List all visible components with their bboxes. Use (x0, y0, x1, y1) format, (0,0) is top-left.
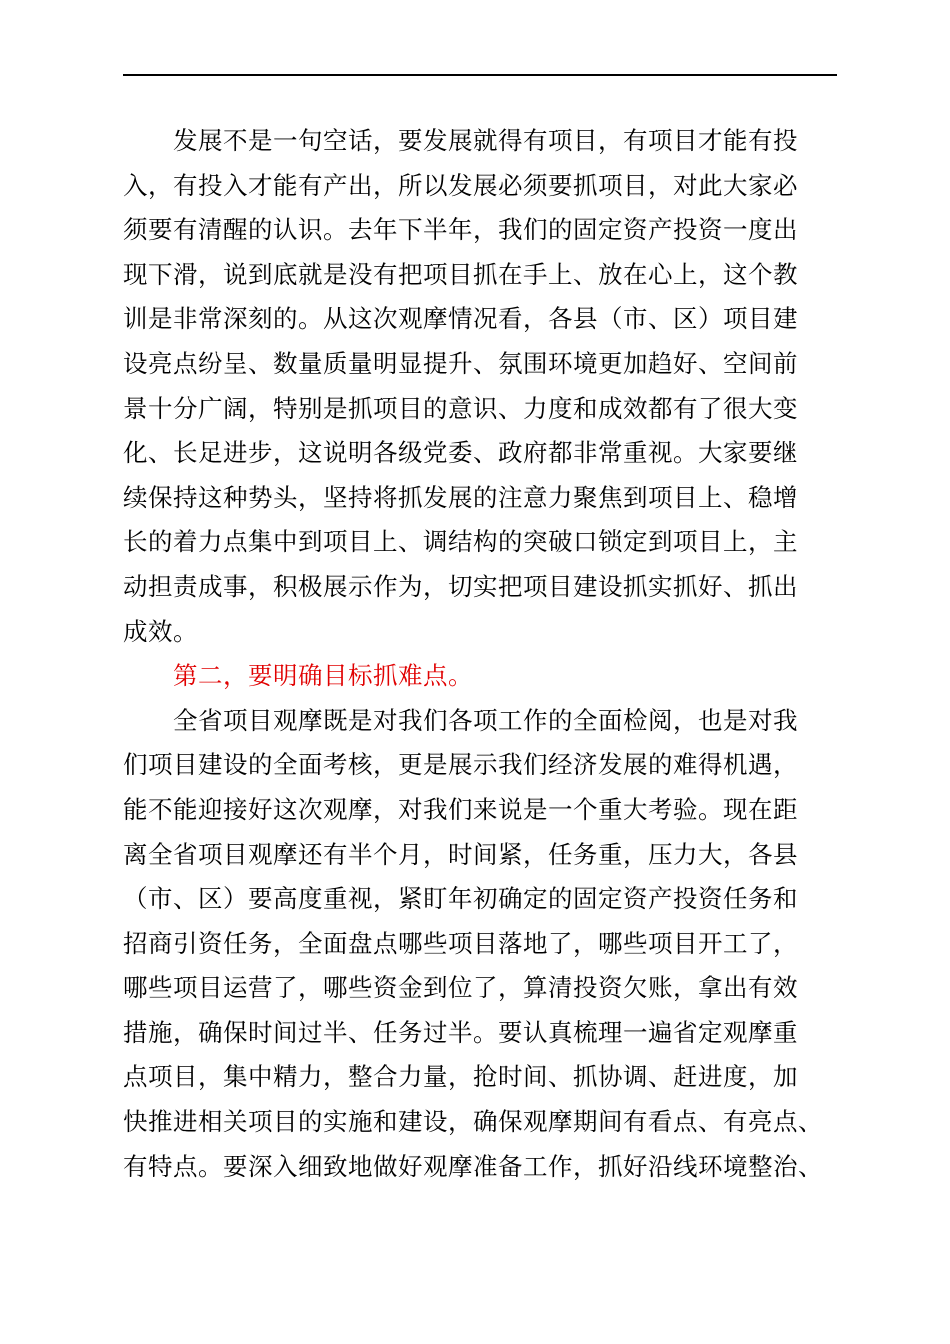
paragraph-line: 现下滑，说到底就是没有把项目抓在手上、放在心上，这个教 (123, 259, 798, 289)
paragraph-line: 招商引资任务，全面盘点哪些项目落地了，哪些项目开工了， (123, 928, 798, 958)
paragraph-line: 们项目建设的全面考核，更是展示我们经济发展的难得机遇， (123, 750, 798, 780)
paragraph-line: 化、长足进步，这说明各级党委、政府都非常重视。大家要继 (123, 438, 798, 468)
paragraph-line: 哪些项目运营了，哪些资金到位了，算清投资欠账，拿出有效 (123, 973, 798, 1003)
header-rule (123, 74, 837, 76)
paragraph-line: （市、区）要高度重视，紧盯年初确定的固定资产投资任务和 (123, 884, 798, 914)
section-heading: 第二，要明确目标抓难点。 (123, 661, 473, 691)
paragraph-line: 发展不是一句空话，要发展就得有项目，有项目才能有投 (123, 126, 798, 155)
paragraph-line: 长的着力点集中到项目上、调结构的突破口锁定到项目上，主 (123, 527, 798, 557)
paragraph-line: 快推进相关项目的实施和建设，确保观摩期间有看点、有亮点、 (123, 1107, 823, 1137)
paragraph-line: 成效。 (123, 616, 198, 646)
paragraph-line: 须要有清醒的认识。去年下半年，我们的固定资产投资一度出 (123, 215, 798, 245)
paragraph-line: 续保持这种势头，坚持将抓发展的注意力聚焦到项目上、稳增 (123, 482, 798, 512)
paragraph-line: 设亮点纷呈、数量质量明显提升、氛围环境更加趋好、空间前 (123, 348, 798, 378)
paragraph-line: 能不能迎接好这次观摩，对我们来说是一个重大考验。现在距 (123, 794, 798, 824)
paragraph-line: 点项目，集中精力，整合力量，抢时间、抓协调、赶进度，加 (123, 1062, 798, 1092)
paragraph-line: 入，有投入才能有产出，所以发展必须要抓项目，对此大家必 (123, 170, 798, 200)
paragraph-line: 动担责成事，积极展示作为，切实把项目建设抓实抓好、抓出 (123, 571, 798, 601)
paragraph-line: 措施，确保时间过半、任务过半。要认真梳理一遍省定观摩重 (123, 1017, 798, 1047)
paragraph-line: 全省项目观摩既是对我们各项工作的全面检阅，也是对我 (123, 705, 798, 735)
document-body (123, 119, 843, 1189)
paragraph-line: 有特点。要深入细致地做好观摩准备工作，抓好沿线环境整治、 (123, 1151, 823, 1181)
paragraph-line: 训是非常深刻的。从这次观摩情况看，各县（市、区）项目建 (123, 304, 798, 334)
paragraph-line: 离全省项目观摩还有半个月，时间紧，任务重，压力大，各县 (123, 839, 798, 869)
paragraph-line: 景十分广阔，特别是抓项目的意识、力度和成效都有了很大变 (123, 393, 798, 423)
